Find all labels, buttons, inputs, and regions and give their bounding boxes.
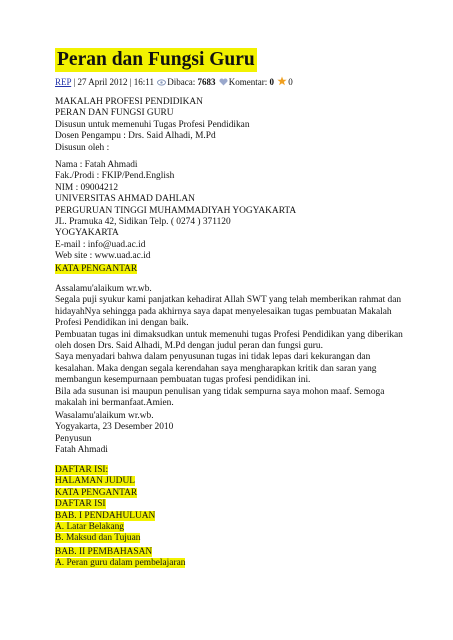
- text-line: PERGURUAN TINGGI MUHAMMADIYAH YOGYAKARTA: [55, 205, 297, 216]
- toc-line: DAFTAR ISI: [55, 499, 106, 510]
- views-label: Dibaca:: [167, 77, 196, 87]
- kata-pengantar-heading: KATA PENGANTAR: [55, 264, 138, 274]
- text-line: Web site : www.uad.ac.id: [55, 251, 151, 262]
- text-line: Wasalamu'alaikum wr.wb.: [55, 411, 154, 421]
- author-link[interactable]: REP: [55, 77, 72, 87]
- text-line: YOGYAKARTA: [55, 228, 119, 239]
- text-line: membangun kesempurnaan pembuatan tugas profesi pendidikan ini.: [55, 375, 311, 386]
- toc-line: BAB. I PENDAHULUAN: [55, 510, 156, 521]
- rating-value: 0: [288, 77, 293, 87]
- toc-line: BAB. II PEMBAHASAN: [55, 547, 153, 557]
- text-line: Segala puji syukur kami panjatkan kehadirat Allah SWT yang telah memberikan rahmat dan: [55, 295, 402, 306]
- text-line: Yogyakarta, 23 Desember 2010: [55, 422, 174, 433]
- text-line: Pembuatan tugas ini dimaksudkan untuk memenuhi tugas Profesi Pendidikan yang diberikan: [55, 329, 403, 340]
- text-line: PERAN DAN FUNGSI GURU: [55, 108, 174, 119]
- text-line: Assalamu'alaikum wr.wb.: [55, 284, 152, 294]
- text-line: MAKALAH PROFESI PENDIDIKAN: [55, 97, 203, 107]
- text-line: JL. Pramuka 42, Sidikan Telp. ( 0274 ) 371120: [55, 217, 231, 228]
- text-line: UNIVERSITAS AHMAD DAHLAN: [55, 194, 195, 205]
- text-line: Profesi Pendidikan ini dengan baik.: [55, 318, 189, 329]
- body-block: [55, 284, 403, 409]
- toc-line: HALAMAN JUDUL: [55, 476, 135, 487]
- text-line: Fatah Ahmadi: [55, 445, 108, 456]
- post-date: 27 April 2012 | 16:11: [77, 77, 154, 87]
- toc-block: [55, 465, 155, 545]
- text-line: Disusun oleh :: [55, 142, 110, 153]
- text-line: kesalahan. Maka dengan segala kerendahan saya mengharapkan kritik dan saran yang: [55, 363, 377, 374]
- intro-block: [55, 97, 250, 154]
- kata-pengantar-block: [55, 264, 137, 275]
- toc-line: A. Peran guru dalam pembelajaran: [55, 558, 186, 569]
- toc-line: DAFTAR ISI:: [55, 465, 109, 475]
- text-line: Bila ada susunan isi maupun penulisan yang tidak sempurna saya mohon maaf. Semoga: [55, 386, 385, 397]
- text-line: hidayahNya sehingga pada akhirnya saya dapat menyelesaikan tugas pembuatan Makalah: [55, 306, 392, 317]
- text-line: Penyusun: [55, 433, 92, 444]
- article-meta: [55, 76, 293, 89]
- comments-label: Komentar:: [228, 77, 268, 87]
- text-line: Fak./Prodi : FKIP/Pend.English: [55, 171, 175, 182]
- text-line: Dosen Pengampu : Drs. Said Alhadi, M.Pd: [55, 131, 216, 142]
- closing-block: [55, 411, 173, 457]
- eye-icon: [157, 77, 166, 89]
- bab2-block: [55, 547, 185, 570]
- identity-block: [55, 160, 296, 263]
- text-line: makalah ini bermanfaat.Amien.: [55, 398, 174, 409]
- toc-line: B. Maksud dan Tujuan: [55, 533, 141, 544]
- toc-line: A. Latar Belakang: [55, 522, 124, 533]
- toc-line: KATA PENGANTAR: [55, 487, 138, 498]
- text-line: oleh dosen Drs. Said Alhadi, M.Pd dengan judul peran dan fungsi guru.: [55, 341, 323, 352]
- comments-count: 0: [269, 77, 274, 87]
- article-title: Peran dan Fungsi Guru: [57, 49, 255, 70]
- text-line: Disusun untuk memenuhi Tugas Profesi Pendidikan: [55, 119, 250, 130]
- text-line: NIM : 09004212: [55, 182, 119, 193]
- text-line: Nama : Fatah Ahmadi: [55, 160, 138, 170]
- star-icon: [277, 76, 287, 89]
- meta-separator: |: [71, 77, 78, 87]
- text-line: E-mail : info@uad.ac.id: [55, 239, 146, 250]
- views-count: 7683: [197, 77, 216, 87]
- heart-icon: [219, 77, 228, 89]
- text-line: Saya menyadari bahwa dalam penyusunan tugas ini tidak lepas dari kekurangan dan: [55, 352, 371, 363]
